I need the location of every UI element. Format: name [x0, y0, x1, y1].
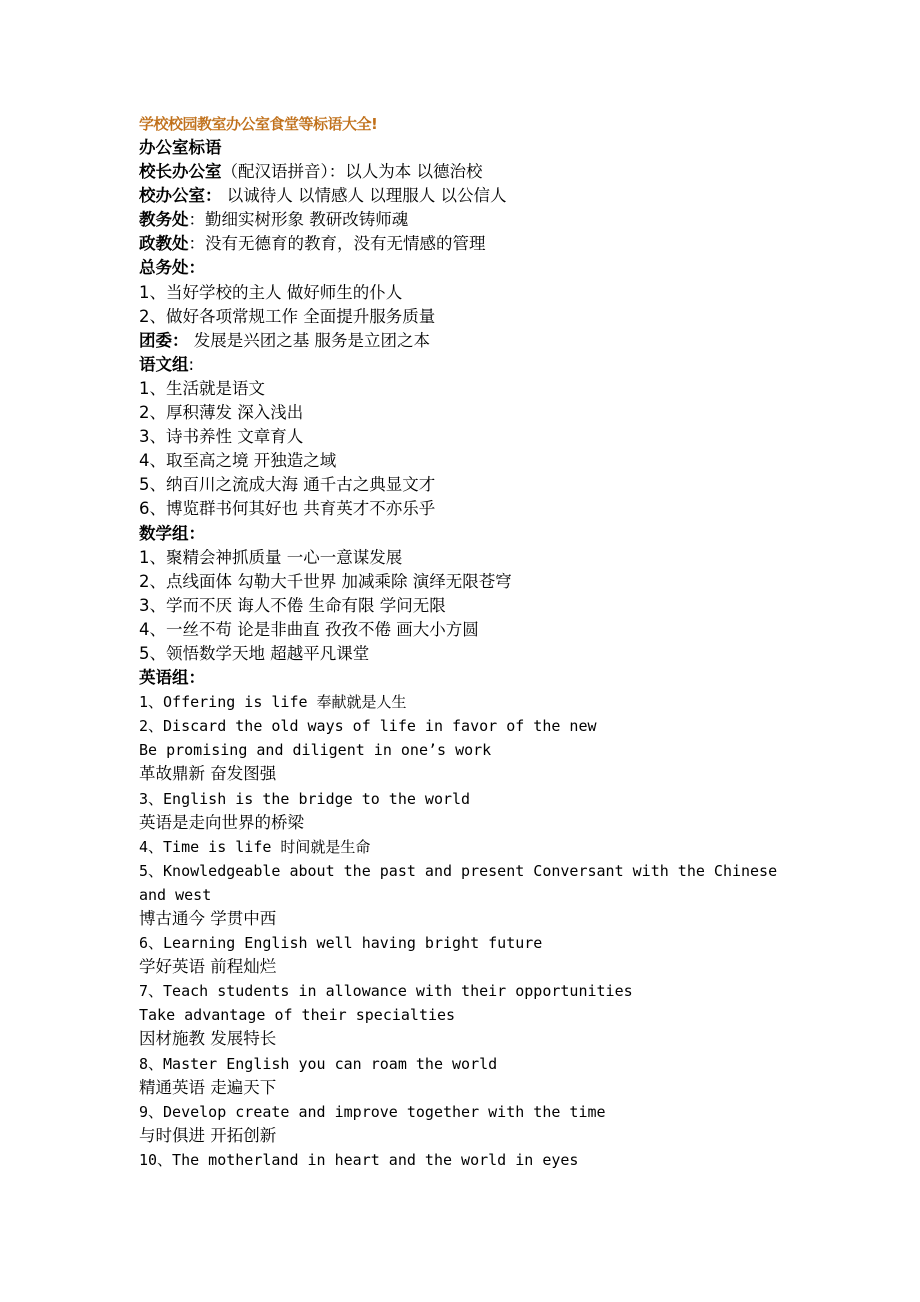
- list-item: 3、诗书养性 文章育人: [139, 427, 304, 447]
- list-item: 10、The motherland in heart and the world in eyes: [139, 1150, 579, 1169]
- list-item: Be promising and diligent in one’s work: [139, 741, 492, 760]
- political-affairs-label: 政教处: [139, 234, 189, 254]
- list-item: 6、博览群书何其好也 共育英才不亦乐乎: [139, 499, 436, 519]
- list-item: 5、纳百川之流成大海 通千古之典显文才: [139, 475, 436, 495]
- section-heading-office: 办公室标语: [139, 138, 222, 157]
- list-item: 4、取至高之境 开独造之域: [139, 451, 337, 471]
- political-affairs-line: [139, 232, 859, 256]
- list-item: 4、Time is life 时间就是生命: [139, 837, 371, 856]
- admin-office-label: 校办公室：: [139, 186, 222, 206]
- list-item: 2、点线面体 勾勒大千世界 加减乘除 演绎无限苍穹: [139, 571, 512, 591]
- list-item: Take advantage of their specialties: [139, 1006, 456, 1025]
- list-item: 2、厚积薄发 深入浅出: [139, 403, 304, 423]
- chinese-group-colon: :: [188, 354, 195, 374]
- list-item: 8、Master English you can roam the world: [139, 1054, 498, 1073]
- league-line: [139, 329, 859, 353]
- academic-affairs-line: [139, 208, 859, 232]
- list-item: 1、Offering is life 奉献就是人生: [139, 693, 407, 712]
- principal-office-label: 校长办公室: [139, 162, 222, 182]
- list-item: 7、Teach students in allowance with their opportunities: [139, 982, 633, 1001]
- list-item: 3、学而不厌 诲人不倦 生命有限 学问无限: [139, 595, 446, 615]
- league-text: 发展是兴团之基 服务是立团之本: [188, 330, 430, 350]
- list-item: 4、一丝不苟 论是非曲直 孜孜不倦 画大小方圆: [139, 619, 479, 639]
- league-label: 团委：: [139, 330, 189, 350]
- general-affairs-heading: 总务处：: [139, 258, 205, 278]
- list-item: 1、生活就是语文: [139, 378, 265, 398]
- academic-affairs-text: ：勤细实树形象 教研改铸师魂: [188, 210, 409, 230]
- list-item: 2、Discard the old ways of life in favor of the new: [139, 717, 597, 736]
- principal-office-line: [139, 160, 859, 184]
- list-item: 3、English is the bridge to the world: [139, 789, 471, 808]
- chinese-group-heading: [139, 353, 859, 377]
- list-item: 2、做好各项常规工作 全面提升服务质量: [139, 306, 436, 326]
- list-item: 因材施教 发展特长: [139, 1029, 277, 1049]
- list-item: 学好英语 前程灿烂: [139, 957, 277, 977]
- list-item: 5、Knowledgeable about the past and present Conversant with the Chinese: [139, 861, 778, 880]
- admin-office-text: 以诚待人 以情感人 以理服人 以公信人: [221, 186, 507, 206]
- list-item: 革故鼎新 奋发图强: [139, 764, 277, 784]
- list-item: 1、当好学校的主人 做好师生的仆人: [139, 282, 403, 302]
- political-affairs-text: ：没有无德育的教育，没有无情感的管理: [188, 234, 486, 254]
- academic-affairs-label: 教务处: [139, 210, 189, 230]
- english-group-heading: 英语组：: [139, 668, 205, 688]
- list-item: 精通英语 走遍天下: [139, 1077, 277, 1097]
- list-item: 6、Learning English well having bright future: [139, 934, 543, 953]
- list-item: 博古通今 学贯中西: [139, 909, 277, 928]
- list-item: 1、聚精会神抓质量 一心一意谋发展: [139, 547, 403, 567]
- list-item: and west: [139, 885, 212, 904]
- document-content: [139, 112, 859, 1172]
- principal-office-text: （配汉语拼音）：以人为本 以德治校: [221, 162, 483, 182]
- list-item: 英语是走向世界的桥梁: [139, 812, 304, 832]
- admin-office-line: [139, 184, 859, 208]
- list-item: 5、领悟数学天地 超越平凡课堂: [139, 643, 370, 663]
- math-group-heading: 数学组：: [139, 523, 205, 543]
- list-item: 9、Develop create and improve together with the time: [139, 1102, 606, 1121]
- list-item: 与时俱进 开拓创新: [139, 1125, 277, 1145]
- document-title: 学校校园教室办公室食堂等标语大全!: [139, 115, 378, 133]
- chinese-group-label: 语文组: [139, 354, 189, 374]
